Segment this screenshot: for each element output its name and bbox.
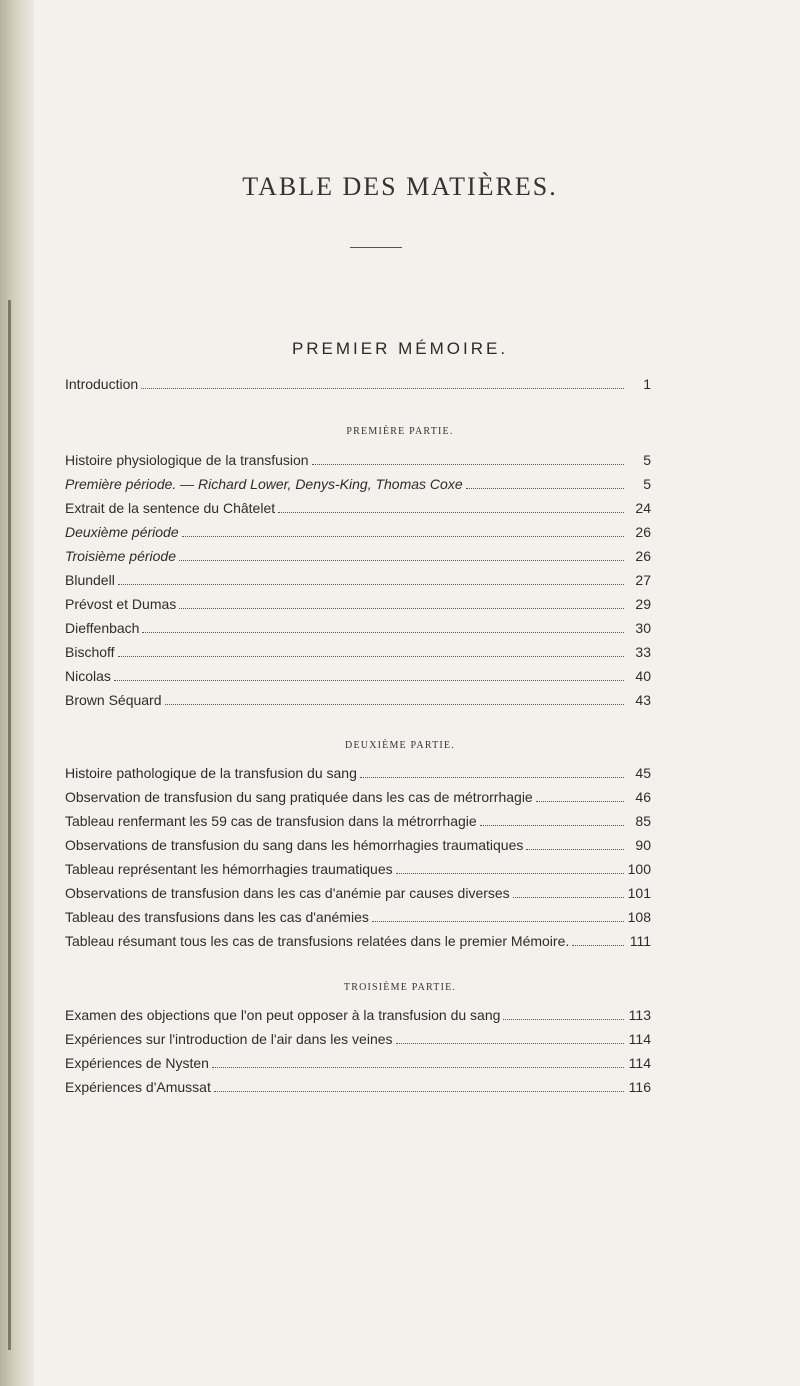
toc-entry-title: Nicolas xyxy=(65,668,111,684)
toc-entry-page: 30 xyxy=(635,620,651,636)
toc-entry xyxy=(65,1052,651,1074)
binding-shadow xyxy=(8,300,11,1350)
toc-entry-title: Introduction xyxy=(65,376,139,392)
dot-leader xyxy=(142,632,624,633)
toc-entry-title: Tableau représentant les hémorrhagies traumatiques xyxy=(65,861,393,877)
toc-entry-title: Observation de transfusion du sang pratiquée dans les cas de métrorrhagie xyxy=(65,789,533,805)
toc-entry-title: Dieffenbach xyxy=(65,620,140,636)
toc-entry-page: 46 xyxy=(635,789,651,805)
book-binding-edge xyxy=(0,0,34,1386)
dot-leader xyxy=(165,704,624,705)
toc-entry xyxy=(65,1028,651,1050)
dot-leader xyxy=(396,1043,624,1044)
dot-leader xyxy=(572,945,624,946)
toc-entry-page: 26 xyxy=(635,548,651,564)
dot-leader xyxy=(214,1091,624,1092)
dot-leader xyxy=(513,897,624,898)
page-title: TABLE DES MATIÈRES. xyxy=(242,172,558,201)
toc-entry-page: 27 xyxy=(635,572,651,588)
toc-entry-title: Deuxième période xyxy=(65,524,179,540)
toc-entry-title: Expériences sur l'introduction de l'air dans les veines xyxy=(65,1031,393,1047)
toc-entry xyxy=(65,641,651,663)
toc-entry-title: Bischoff xyxy=(65,644,115,660)
toc-entry-title: Extrait de la sentence du Châtelet xyxy=(65,500,276,516)
dot-leader xyxy=(536,801,624,802)
toc-entry xyxy=(65,665,651,687)
dot-leader xyxy=(278,512,624,513)
toc-entry-page: 26 xyxy=(635,524,651,540)
toc-entry xyxy=(65,786,651,808)
memoire-heading: PREMIER MÉMOIRE. xyxy=(291,339,509,358)
toc-entry-page: 33 xyxy=(635,644,651,660)
toc-entry-title: Tableau des transfusions dans les cas d'anémies xyxy=(65,909,369,925)
toc-entry-title: Troisième période xyxy=(65,548,177,564)
toc-entry xyxy=(65,762,651,784)
dot-leader xyxy=(118,656,624,657)
toc-entry-title: Tableau résumant tous les cas de transfusions relatées dans le premier Mémoire. xyxy=(65,933,570,949)
dot-leader xyxy=(360,777,624,778)
part-heading-troisieme: TROISIÈME PARTIE. xyxy=(343,982,457,993)
dot-leader xyxy=(179,560,624,561)
toc-entry xyxy=(65,497,651,519)
toc-entry-page: 101 xyxy=(627,885,651,901)
toc-entry-title: Observations de transfusion dans les cas d'anémie par causes diverses xyxy=(65,885,510,901)
toc-entry-title: Blundell xyxy=(65,572,115,588)
toc-entry-introduction xyxy=(65,373,651,395)
toc-entry-page: 1 xyxy=(643,376,651,392)
toc-entry xyxy=(65,1076,651,1098)
dot-leader xyxy=(212,1067,624,1068)
toc-entry xyxy=(65,858,651,880)
toc-entry xyxy=(65,569,651,591)
toc-entry xyxy=(65,689,651,711)
dot-leader xyxy=(312,464,624,465)
toc-entry xyxy=(65,882,651,904)
toc-entry-page: 5 xyxy=(643,452,651,468)
toc-entry xyxy=(65,1004,651,1026)
part-heading-deuxieme: DEUXIÈME PARTIE. xyxy=(345,740,455,751)
toc-entry-page: 108 xyxy=(627,909,651,925)
title-divider xyxy=(350,247,402,248)
dot-leader xyxy=(526,849,624,850)
toc-entry xyxy=(65,593,651,615)
toc-entry-page: 111 xyxy=(629,933,651,949)
toc-entry xyxy=(65,521,651,543)
toc-entry-page: 116 xyxy=(628,1079,651,1095)
dot-leader xyxy=(396,873,624,874)
toc-entry-title: Histoire physiologique de la transfusion xyxy=(65,452,309,468)
dot-leader xyxy=(466,488,624,489)
toc-entry-title: Brown Séquard xyxy=(65,692,162,708)
dot-leader xyxy=(118,584,624,585)
part-heading-premiere: PREMIÈRE PARTIE. xyxy=(346,426,454,437)
toc-entry-page: 114 xyxy=(628,1055,651,1071)
toc-entry-page: 40 xyxy=(635,668,651,684)
toc-entry-title: Expériences de Nysten xyxy=(65,1055,209,1071)
dot-leader xyxy=(141,388,624,389)
toc-entry xyxy=(65,449,651,471)
toc-entry xyxy=(65,473,651,495)
dot-leader xyxy=(372,921,624,922)
toc-entry-page: 24 xyxy=(635,500,651,516)
toc-entry xyxy=(65,545,651,567)
toc-entry-page: 45 xyxy=(635,765,651,781)
toc-entry-title: Observations de transfusion du sang dans les hémorrhagies traumatiques xyxy=(65,837,524,853)
toc-entry-title: Histoire pathologique de la transfusion du sang xyxy=(65,765,357,781)
toc-entry-page: 90 xyxy=(635,837,651,853)
dot-leader xyxy=(179,608,624,609)
toc-entry-title: Tableau renfermant les 59 cas de transfusion dans la métrorrhagie xyxy=(65,813,477,829)
toc-entry-page: 43 xyxy=(635,692,651,708)
toc-entry-page: 113 xyxy=(628,1007,651,1023)
toc-entry-page: 100 xyxy=(627,861,651,877)
toc-entry-title: Expériences d'Amussat xyxy=(65,1079,211,1095)
toc-entry xyxy=(65,834,651,856)
toc-entry-title: Examen des objections que l'on peut opposer à la transfusion du sang xyxy=(65,1007,501,1023)
toc-entry-page: 5 xyxy=(643,476,651,492)
toc-entry-page: 29 xyxy=(635,596,651,612)
toc-entry xyxy=(65,810,651,832)
dot-leader xyxy=(114,680,624,681)
toc-entry-page: 85 xyxy=(635,813,651,829)
dot-leader xyxy=(480,825,624,826)
toc-entry-page: 114 xyxy=(628,1031,651,1047)
dot-leader xyxy=(182,536,624,537)
toc-entry xyxy=(65,906,651,928)
toc-entry-title: Prévost et Dumas xyxy=(65,596,177,612)
dot-leader xyxy=(503,1019,624,1020)
toc-entry xyxy=(65,617,651,639)
toc-entry xyxy=(65,930,651,952)
toc-entry-title: Première période. — Richard Lower, Denys-King, Thomas Coxe xyxy=(65,476,463,492)
